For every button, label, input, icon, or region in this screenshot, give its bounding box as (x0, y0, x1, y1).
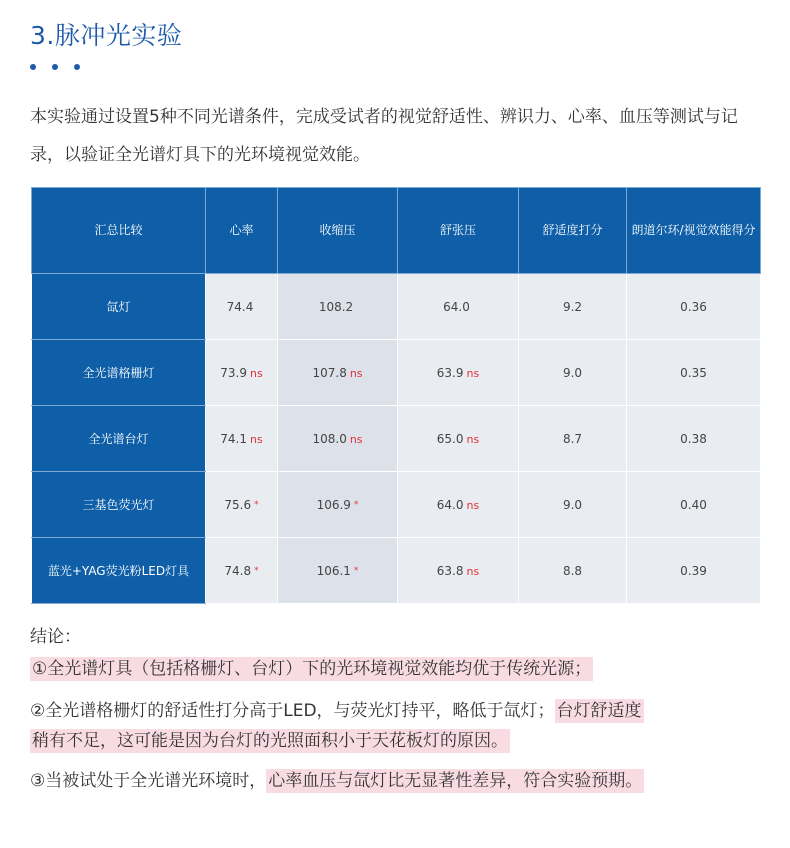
significance-mark: ns (349, 432, 363, 446)
cell-heart-rate (206, 538, 278, 604)
cell-heart-rate (206, 274, 278, 340)
cell-diastolic (398, 340, 519, 406)
significance-mark: * (353, 565, 359, 576)
intro-paragraph: 本实验通过设置5种不同光谱条件，完成受试者的视觉舒适性、辨识力、心率、血压等测试与记录，以验证全光谱灯具下的光环境视觉效能。 (30, 107, 738, 165)
significance-mark: * (254, 499, 259, 510)
cell-diastolic (398, 406, 519, 472)
cell-score: 0.39 (627, 538, 761, 604)
significance-mark: ns (466, 498, 480, 512)
cell-value: 74.8 (224, 563, 252, 578)
row-label: 全光谱格栅灯 (32, 340, 206, 406)
dot-icon (30, 64, 36, 70)
cell-systolic (278, 340, 398, 406)
table-row (32, 472, 761, 538)
cell-value: 73.9 (220, 365, 247, 380)
header-summary: 汇总比较 (32, 188, 206, 274)
cell-score: 0.35 (627, 340, 761, 406)
cell-value: 106.1 (316, 563, 351, 578)
conclusion-point-1 (30, 657, 770, 681)
table-header-row (32, 188, 761, 274)
table-row (32, 406, 761, 472)
cell-value: 65.0 (436, 431, 464, 446)
cell-heart-rate (206, 340, 278, 406)
cell-systolic (278, 274, 398, 340)
plain-text: ②全光谱格栅灯的舒适性打分高于LED，与荧光灯持平，略低于氙灯； (30, 701, 555, 721)
cell-value: 64.0 (436, 497, 464, 512)
cell-comfort: 8.8 (519, 538, 627, 604)
cell-comfort: 8.7 (519, 406, 627, 472)
cell-value: 108.2 (318, 299, 354, 314)
cell-comfort: 9.0 (519, 340, 627, 406)
header-landolt-score: 朗道尔环/视觉效能得分 (627, 188, 761, 274)
cell-systolic (278, 538, 398, 604)
row-label: 氙灯 (32, 274, 206, 340)
cell-diastolic (398, 472, 519, 538)
cell-value: 74.4 (226, 299, 254, 314)
cell-diastolic (398, 274, 519, 340)
significance-mark: ns (466, 432, 480, 446)
significance-mark: ns (349, 366, 363, 380)
cell-systolic (278, 406, 398, 472)
cell-diastolic (398, 538, 519, 604)
cell-score: 0.38 (627, 406, 761, 472)
dot-icon (74, 64, 80, 70)
significance-mark: ns (250, 432, 263, 446)
cell-value: 75.6 (224, 497, 252, 512)
significance-mark: * (353, 499, 359, 510)
cell-value: 63.8 (436, 563, 464, 578)
cell-value: 74.1 (220, 431, 247, 446)
plain-text: ③当被试处于全光谱光环境时， (30, 771, 267, 791)
table-row (32, 274, 761, 340)
header-systolic: 收缩压 (278, 188, 398, 274)
header-heart-rate: 心率 (206, 188, 278, 274)
section-title: 3.脉冲光实验 (30, 21, 183, 50)
significance-mark: ns (250, 366, 263, 380)
significance-mark: ns (466, 564, 480, 578)
cell-score: 0.40 (627, 472, 761, 538)
cell-heart-rate (206, 472, 278, 538)
header-comfort: 舒适度打分 (519, 188, 627, 274)
significance-mark: * (254, 565, 259, 576)
cell-heart-rate (206, 406, 278, 472)
cell-value: 64.0 (443, 299, 470, 314)
highlighted-text: ①全光谱灯具（包括格栅灯、台灯）下的光环境视觉效能均优于传统光源； (32, 659, 592, 679)
cell-comfort: 9.0 (519, 472, 627, 538)
table-row (32, 340, 761, 406)
comparison-table (31, 187, 761, 604)
row-label: 蓝光+YAG荧光粉LED灯具 (32, 538, 206, 604)
conclusion-heading: 结论： (30, 627, 81, 647)
conclusion-point-2 (30, 696, 770, 756)
highlighted-text: 稍有不足，这可能是因为台灯的光照面积小于天花板灯的原因。 (32, 731, 508, 751)
cell-value: 107.8 (312, 365, 347, 380)
cell-value: 108.0 (312, 431, 347, 446)
significance-mark: ns (466, 366, 480, 380)
cell-value: 106.9 (316, 497, 351, 512)
cell-value: 63.9 (436, 365, 464, 380)
highlighted-text: 台灯舒适度 (556, 701, 642, 721)
cell-score: 0.36 (627, 274, 761, 340)
cell-systolic (278, 472, 398, 538)
header-diastolic: 舒张压 (398, 188, 519, 274)
highlighted-text: 心率血压与氙灯比无显著性差异，符合实验预期。 (268, 771, 643, 791)
conclusion-point-3 (30, 769, 770, 793)
dot-icon (52, 64, 58, 70)
cell-comfort: 9.2 (519, 274, 627, 340)
row-label: 三基色荧光灯 (32, 472, 206, 538)
row-label: 全光谱台灯 (32, 406, 206, 472)
table-row (32, 538, 761, 604)
